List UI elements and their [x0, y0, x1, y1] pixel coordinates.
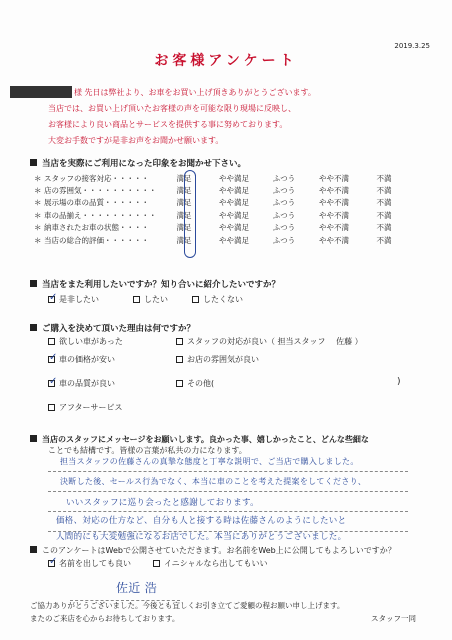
rating-item-label — [34, 209, 159, 221]
rating-item-label — [34, 184, 159, 196]
rating-table — [34, 172, 409, 246]
survey-date: 2019.3.25 — [394, 42, 430, 50]
asterisk-icon: ＊ — [34, 186, 42, 196]
rating-row — [34, 184, 409, 196]
rating-option[interactable]: やや不満 — [319, 186, 349, 196]
check-mark-icon: ✓ — [49, 292, 58, 303]
rating-option[interactable]: やや満足 — [219, 223, 249, 233]
signature: スタッフ一同 — [371, 614, 416, 623]
handwritten-message: 決断した後、セールス行為でなく、本当に車のことを考えた提案をしてくださり、 — [60, 477, 367, 486]
rating-option[interactable]: やや不満 — [319, 173, 349, 183]
handwritten-message: いいスタッフに巡り会ったと感謝しております。 — [66, 498, 259, 508]
asterisk-icon: ＊ — [34, 198, 42, 208]
rating-row — [34, 222, 409, 234]
q1-title — [30, 157, 246, 169]
check-mark-icon: ✓ — [49, 376, 58, 387]
q1-title-text: 当店を実際にご利用になった印象をお聞かせ下さい。 — [42, 159, 247, 169]
q4-title-text: 当店のスタッフにメッセージをお願いします。良かった事、嬉しかったこと、どんな些細な — [42, 435, 369, 444]
rating-option[interactable]: 満足 — [176, 210, 192, 220]
checkbox[interactable] — [48, 338, 55, 345]
rating-row — [34, 172, 409, 184]
rating-option[interactable]: 不満 — [376, 198, 392, 208]
asterisk-icon: ＊ — [34, 235, 42, 245]
rating-option[interactable]: 不満 — [376, 186, 392, 196]
check-mark-icon: ✓ — [49, 556, 58, 567]
rating-option[interactable]: 不満 — [376, 210, 392, 220]
q5-title-text: このアンケートはWebで公開させていただきます。お名前をWeb上に公開してもよろしいですか？ — [42, 546, 396, 555]
q3-title-text: ご購入を決めて頂いた理由は何ですか？ — [42, 324, 196, 334]
square-bullet-icon — [30, 159, 37, 166]
q3-option-quality[interactable]: ✓ 車の品質が良い — [49, 376, 115, 388]
rating-option[interactable]: やや不満 — [319, 198, 349, 208]
handwritten-message: 人間的にも大変勉強になるお店でした。本当にありがとうございました。 — [56, 532, 347, 542]
handwritten-circle-satisfied — [184, 170, 196, 258]
rating-option[interactable]: 不満 — [376, 235, 392, 245]
rating-option[interactable]: ふつう — [272, 223, 296, 233]
asterisk-icon: ＊ — [34, 223, 42, 233]
checkbox[interactable] — [48, 376, 58, 387]
rating-item-label — [34, 197, 159, 209]
q2-title — [30, 278, 280, 290]
square-bullet-icon — [30, 435, 37, 442]
q2-option-no[interactable]: したくない — [192, 294, 243, 305]
q3-option-other[interactable]: その他( — [176, 378, 214, 389]
rating-option[interactable]: ふつう — [272, 173, 296, 183]
rating-option[interactable]: やや不満 — [319, 210, 349, 220]
rating-option[interactable]: 満足 — [176, 198, 192, 208]
rating-option[interactable]: 満足 — [176, 235, 192, 245]
q2-option-definitely[interactable]: ✓ 是非したい — [49, 292, 99, 304]
intro-line: 様 先日は弊社より、お車をお買い上げ頂きありがとうございます。 — [74, 88, 316, 97]
check-mark-icon: ✓ — [49, 352, 58, 363]
footer-line: またのご来店を心からお待ちしております。 — [30, 614, 180, 623]
q3-option-staff[interactable]: スタッフの対応が良い（ 担当スタッフ 佐藤 ） — [176, 336, 363, 347]
checkbox[interactable] — [48, 292, 58, 303]
rating-item-label — [34, 172, 159, 184]
rating-option[interactable]: やや不満 — [319, 235, 349, 245]
handwritten-name: 佐近 浩 — [116, 581, 158, 595]
rating-option[interactable]: やや満足 — [219, 198, 249, 208]
footer-text — [30, 599, 344, 625]
square-bullet-icon — [30, 324, 37, 331]
q5-title — [30, 545, 396, 556]
rating-row — [34, 234, 409, 246]
rating-option[interactable]: ふつう — [272, 210, 296, 220]
q5-options — [48, 558, 268, 569]
rating-item-text: 展示場の車の品質・・・・・・ — [44, 198, 149, 208]
rating-option[interactable]: 満足 — [176, 173, 192, 183]
asterisk-icon: ＊ — [34, 210, 42, 220]
q2-title-text: 当店をまた利用したいですか？知り合いに紹介したいですか？ — [42, 280, 281, 290]
rating-option[interactable]: ふつう — [272, 235, 296, 245]
q4-title-text-2: ことでも結構です。皆様の言葉が私共の力になります。 — [48, 446, 247, 455]
checkbox[interactable] — [48, 404, 55, 411]
q3-title — [30, 322, 195, 334]
rating-option[interactable]: やや満足 — [219, 186, 249, 196]
q3-option-after-service[interactable]: アフターサービス — [48, 402, 122, 413]
checkbox[interactable] — [153, 560, 160, 567]
intro-line: 当店では、お買い上げ頂いたお客様の声を可能な限り現場に反映し、 — [48, 104, 296, 113]
rating-option[interactable]: ふつう — [272, 186, 296, 196]
checkbox[interactable] — [48, 556, 58, 567]
rating-row — [34, 197, 409, 209]
page-title: お客様アンケート — [154, 53, 298, 69]
rating-option[interactable]: 不満 — [376, 173, 392, 183]
rating-option[interactable]: やや満足 — [219, 235, 249, 245]
rating-option[interactable]: ふつう — [272, 198, 296, 208]
footer-line: ご協力ありがとうございました。今後とも宜しくお引き立てご愛顧の程お願い申し上げます。 — [30, 601, 345, 610]
q2-options — [48, 294, 243, 305]
q3-option-price[interactable]: ✓ 車の価格が安い — [49, 352, 115, 364]
rating-item-text: スタッフの接客対応・・・・・ — [44, 173, 149, 183]
q5-option-name-ok[interactable]: ✓ 名前を出しても良い — [49, 556, 131, 568]
rating-row — [34, 209, 409, 221]
intro-text — [48, 85, 316, 149]
rating-option[interactable]: 満足 — [176, 223, 192, 233]
intro-line: 大変お手数ですが是非お声をお聞かせ願います。 — [48, 136, 224, 145]
checkbox[interactable] — [133, 296, 140, 303]
rating-option[interactable]: やや満足 — [219, 173, 249, 183]
rating-item-text: 当店の総合的評価・・・・・・ — [44, 235, 149, 245]
square-bullet-icon — [30, 546, 37, 553]
rating-option[interactable]: 不満 — [376, 223, 392, 233]
q3-option-wanted-car[interactable]: 欲しい車があった — [48, 336, 123, 347]
square-bullet-icon — [30, 280, 37, 287]
rating-option[interactable]: やや不満 — [319, 223, 349, 233]
checkbox[interactable] — [176, 380, 183, 387]
q2-option-yes[interactable]: したい — [133, 294, 168, 305]
asterisk-icon: ＊ — [34, 173, 42, 183]
q3-option-atmosphere[interactable]: お店の雰囲気が良い — [176, 354, 259, 365]
rating-item-label — [34, 234, 159, 246]
rating-item-text: 車の品揃え・・・・・・・・・・ — [44, 210, 157, 220]
checkbox[interactable] — [192, 296, 199, 303]
rating-option[interactable]: やや満足 — [219, 210, 249, 220]
checkbox[interactable] — [176, 338, 183, 345]
rating-item-text: 店の雰囲気・・・・・・・・・・ — [44, 186, 157, 196]
intro-line: お客様により良い商品とサービスを提供する事に努めております。 — [48, 120, 288, 129]
handwritten-message: 価格、対応の仕方など、自分も人と接する時は佐藤さんのようにしたいと — [56, 516, 347, 526]
other-close-paren: ) — [397, 377, 401, 387]
rating-item-text: 納車されたお車の状態・・・・ — [44, 223, 149, 233]
checkbox[interactable] — [48, 352, 58, 363]
q5-option-initials[interactable]: イニシャルなら出してもいい — [153, 558, 268, 569]
rating-option[interactable]: 満足 — [176, 186, 192, 196]
checkbox[interactable] — [176, 356, 183, 363]
handwritten-message: 担当スタッフの佐藤さんの真摯な態度と丁寧な説明で、ご当店で購入しました。 — [60, 457, 359, 466]
rating-item-label — [34, 222, 159, 234]
